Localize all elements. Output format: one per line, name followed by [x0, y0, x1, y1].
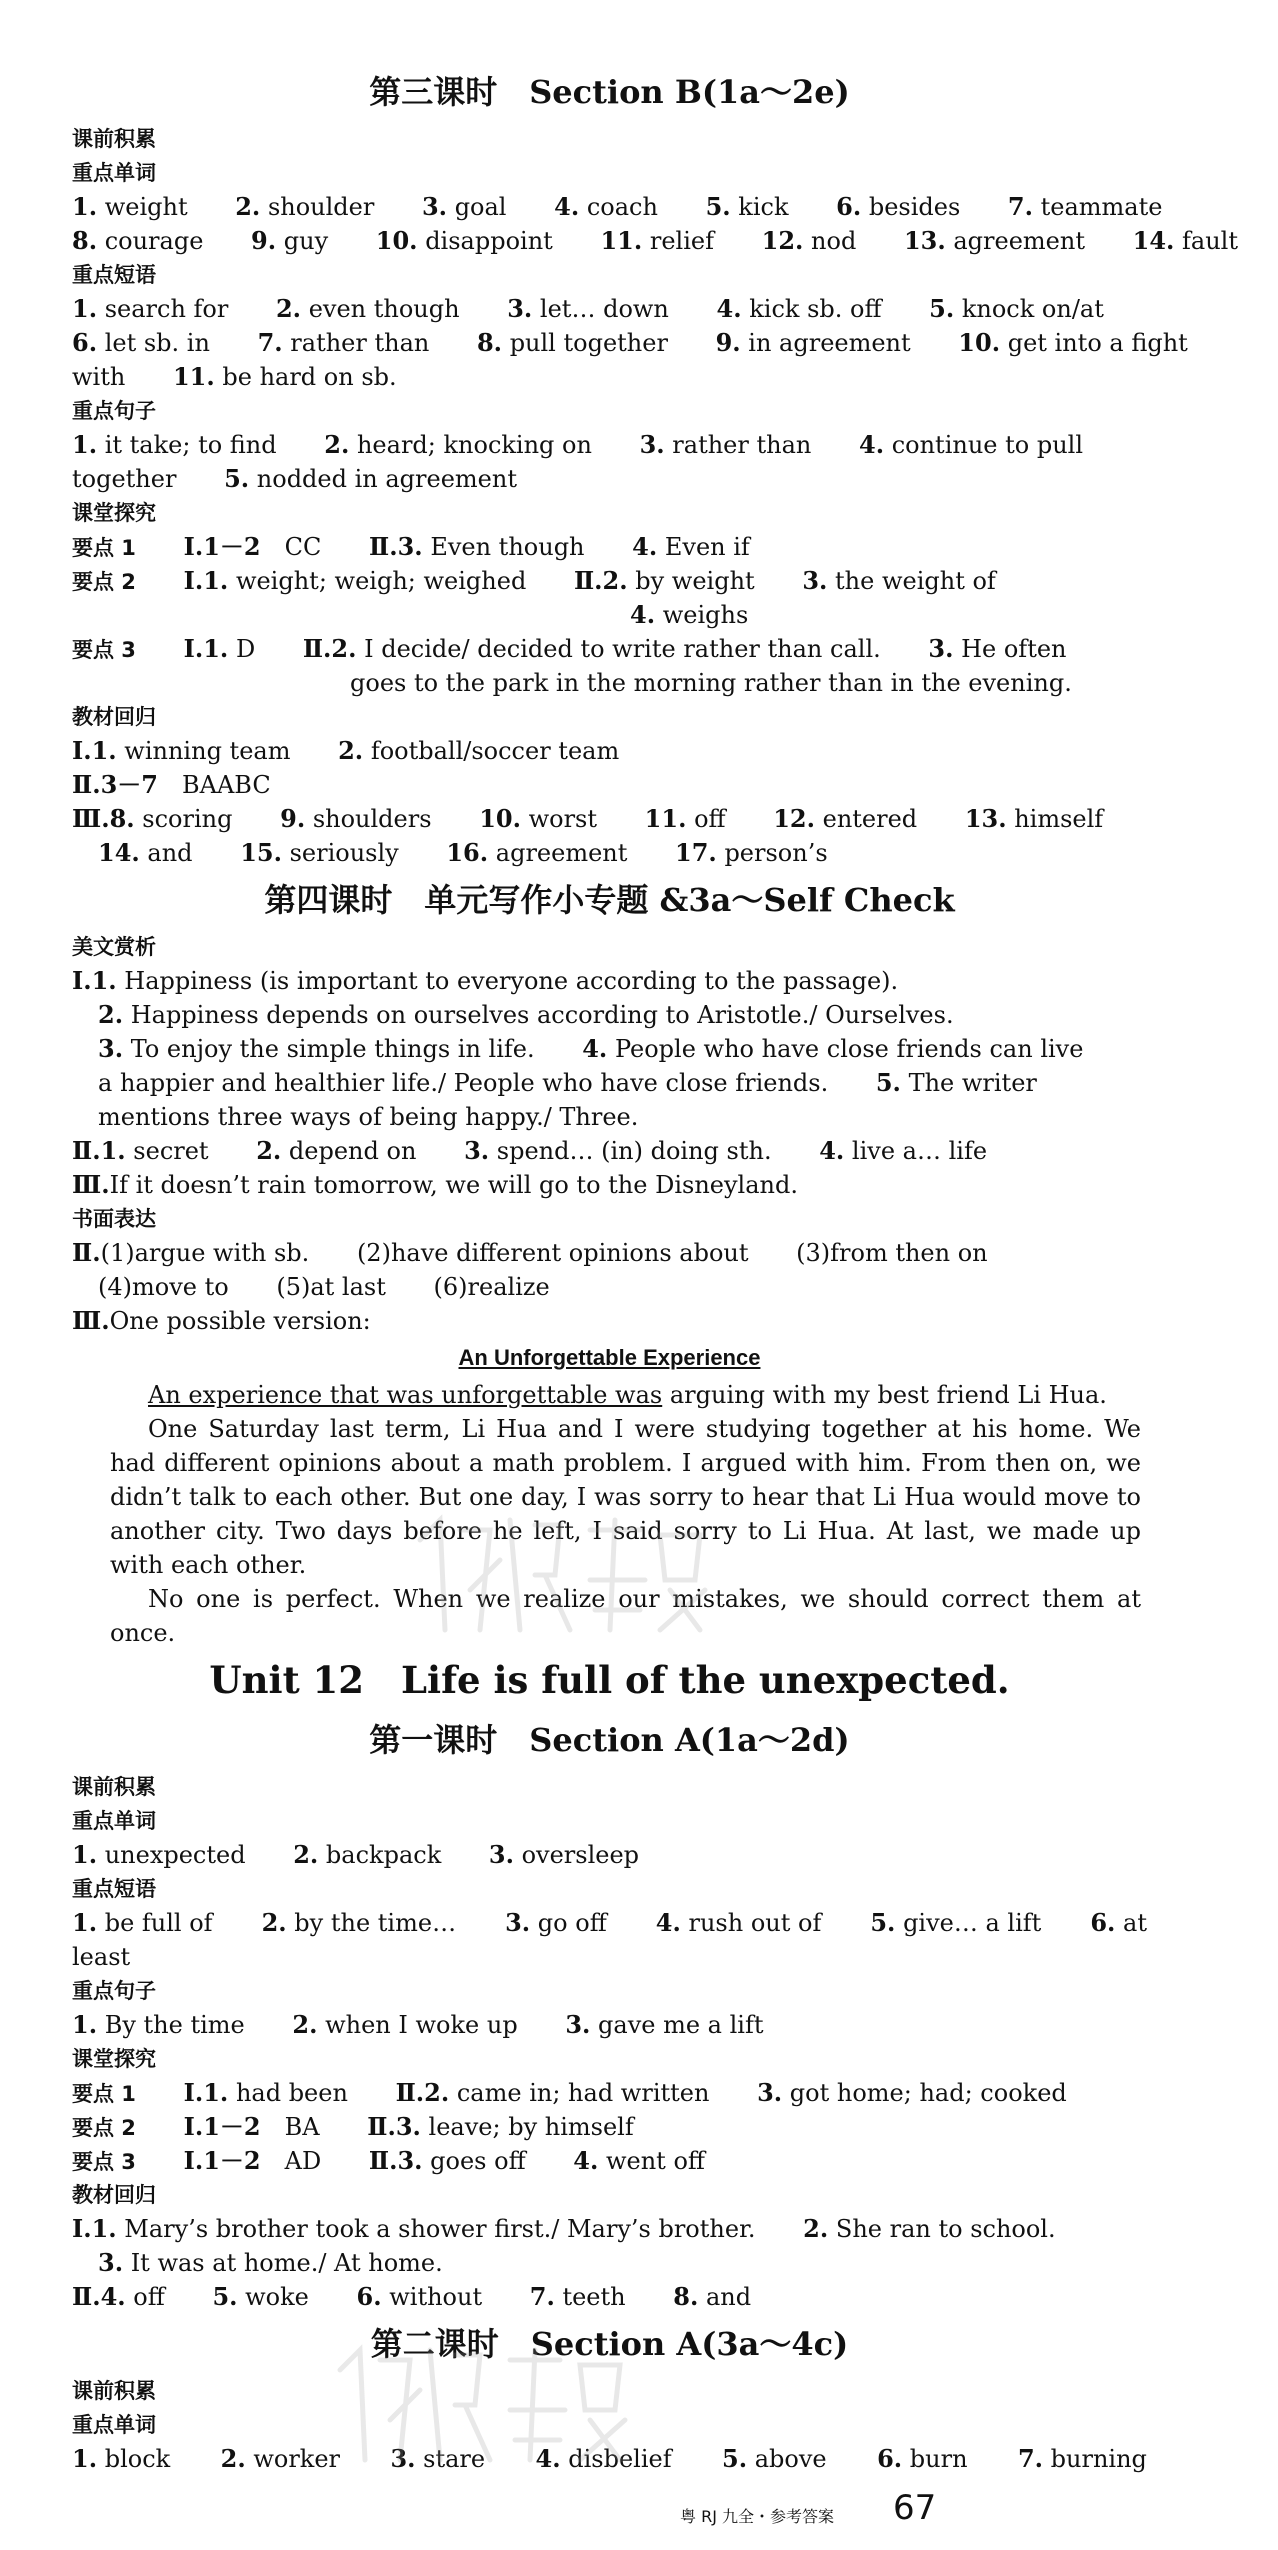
- lesson-title: 第三课时 Section B(1a～2e): [369, 73, 850, 111]
- answer-line: (4)move to (5)at last (6)realize: [98, 1273, 550, 1301]
- answer-line: Ⅲ.One possible version:: [72, 1306, 371, 1335]
- answer-line: 要点 3 Ⅰ.1－2 AD Ⅱ.3. goes off 4. went off: [72, 2146, 705, 2175]
- answer-line: a happier and healthier life./ People who have close friends. 5. The writer: [98, 1068, 1037, 1097]
- section-label: 重点句子: [72, 399, 156, 423]
- answer-line: 要点 2 Ⅰ.1－2 BA Ⅱ.3. leave; by himself: [72, 2112, 634, 2141]
- answer-line: 1. block 2. worker 3. stare 4. disbelief 5. above 6. burn 7. burning: [72, 2444, 1147, 2473]
- answer-line: 1. search for 2. even though 3. let… down 4. kick sb. off 5. knock on/at: [72, 294, 1104, 323]
- answer-line: 2. Happiness depends on ourselves according to Aristotle./ Ourselves.: [98, 1000, 954, 1029]
- section-label: 重点短语: [72, 263, 156, 287]
- answer-line: 8. courage 9. guy 10. disappoint 11. relief 12. nod 13. agreement 14. fault: [72, 226, 1238, 255]
- section-label: 重点短语: [72, 1877, 156, 1901]
- answer-line: 14. and 15. seriously 16. agreement 17. person’s: [98, 838, 828, 867]
- answer-line: 要点 1 Ⅰ.1－2 CC Ⅱ.3. Even though 4. Even if: [72, 532, 750, 561]
- section-label: 教材回归: [72, 705, 156, 729]
- lesson-title: 第一课时 Section A(1a～2d): [369, 1721, 850, 1759]
- answer-line: Ⅰ.1. Mary’s brother took a shower first./ Mary’s brother. 2. She ran to school.: [72, 2214, 1056, 2243]
- section-label: 课前积累: [72, 127, 156, 151]
- answer-line: Ⅰ.1. Happiness (is important to everyone according to the passage).: [72, 966, 899, 995]
- answer-line: 3. To enjoy the simple things in life. 4. People who have close friends can live: [98, 1034, 1084, 1063]
- answer-line: least: [72, 1943, 131, 1971]
- lesson-title: 第四课时 单元写作小专题 &3a～Self Check: [264, 881, 955, 919]
- section-label: 重点单词: [72, 2413, 156, 2437]
- answer-line: 1. By the time 2. when I woke up 3. gave me a lift: [72, 2010, 764, 2039]
- footer-book-label: 粤 RJ 九全・参考答案: [680, 2507, 835, 2526]
- answer-line: with 11. be hard on sb.: [72, 362, 397, 391]
- answer-line: 1. be full of 2. by the time… 3. go off 4. rush out of 5. give… a lift 6. at: [72, 1908, 1147, 1937]
- answer-line: 1. it take; to find 2. heard; knocking on 3. rather than 4. continue to pull: [72, 430, 1084, 459]
- answer-line: 要点 2 Ⅰ.1. weight; weigh; weighed Ⅱ.2. by weight 3. the weight of: [72, 566, 996, 595]
- section-label: 课堂探究: [72, 2047, 156, 2071]
- section-label: 课前积累: [72, 2379, 156, 2403]
- answer-line: 4. weighs: [630, 600, 749, 629]
- watermark-logo: [400, 1500, 730, 1650]
- page-number: 67: [893, 2488, 937, 2528]
- watermark-logo: [320, 2330, 650, 2480]
- answer-line: 要点 1 Ⅰ.1. had been Ⅱ.2. came in; had written 3. got home; had; cooked: [72, 2078, 1067, 2107]
- answer-line: Ⅱ.1. secret 2. depend on 3. spend… (in) doing sth. 4. live a… life: [72, 1136, 988, 1165]
- section-label: 重点单词: [72, 1809, 156, 1833]
- answer-line: Ⅱ.(1)argue with sb. (2)have different opinions about (3)from then on: [72, 1238, 988, 1267]
- lesson-title: 第二课时 Section A(3a～4c): [370, 2325, 849, 2363]
- answer-line: 1. weight 2. shoulder 3. goal 4. coach 5. kick 6. besides 7. teammate: [72, 192, 1163, 221]
- page-footer: [680, 2488, 1100, 2532]
- answer-line: Ⅲ.8. scoring 9. shoulders 10. worst 11. off 12. entered 13. himself: [72, 804, 1104, 833]
- section-label: 重点单词: [72, 161, 156, 185]
- essay-paragraph: One Saturday last term, Li Hua and I were studying together at his home. We had different opinions about a math problem. I argued with him. From then on, we didn’t talk to each other. But one day, I was sorry to hear that Li Hua would move to another city. Two days before he left, I said sorry to Li Hua. At last, we made up with each other.: [110, 1415, 1141, 1579]
- answer-line: Ⅲ.If it doesn’t rain tomorrow, we will go to the Disneyland.: [72, 1170, 798, 1199]
- essay-title: An Unforgettable Experience: [458, 1345, 761, 1370]
- answer-line: Ⅱ.3－7 BAABC: [72, 770, 271, 799]
- unit-title: Unit 12 Life is full of the unexpected.: [209, 1658, 1010, 1702]
- answer-line: goes to the park in the morning rather than in the evening.: [350, 669, 1072, 697]
- answer-page: [72, 62, 1238, 2476]
- answer-line: Ⅰ.1. winning team 2. football/soccer team: [72, 736, 620, 765]
- answer-line: Ⅱ.4. off 5. woke 6. without 7. teeth 8. and: [72, 2282, 752, 2311]
- answer-line: together 5. nodded in agreement: [72, 464, 517, 493]
- answer-line: 3. It was at home./ At home.: [98, 2248, 443, 2277]
- section-label: 美文赏析: [72, 935, 156, 959]
- essay-paragraph: No one is perfect. When we realize our mistakes, we should correct them at once.: [110, 1585, 1141, 1647]
- section-label: 课堂探究: [72, 501, 156, 525]
- answer-line: 6. let sb. in 7. rather than 8. pull together 9. in agreement 10. get into a fight: [72, 328, 1188, 357]
- essay-paragraph: An experience that was unforgettable was arguing with my best friend Li Hua.: [148, 1381, 1107, 1409]
- section-label: 教材回归: [72, 2183, 156, 2207]
- answer-line: 要点 3 Ⅰ.1. D Ⅱ.2. I decide/ decided to write rather than call. 3. He often: [72, 634, 1067, 663]
- section-label: 书面表达: [72, 1207, 156, 1231]
- answer-line: 1. unexpected 2. backpack 3. oversleep: [72, 1840, 640, 1869]
- answer-line: mentions three ways of being happy./ Three.: [98, 1103, 639, 1131]
- section-label: 课前积累: [72, 1775, 156, 1799]
- section-label: 重点句子: [72, 1979, 156, 2003]
